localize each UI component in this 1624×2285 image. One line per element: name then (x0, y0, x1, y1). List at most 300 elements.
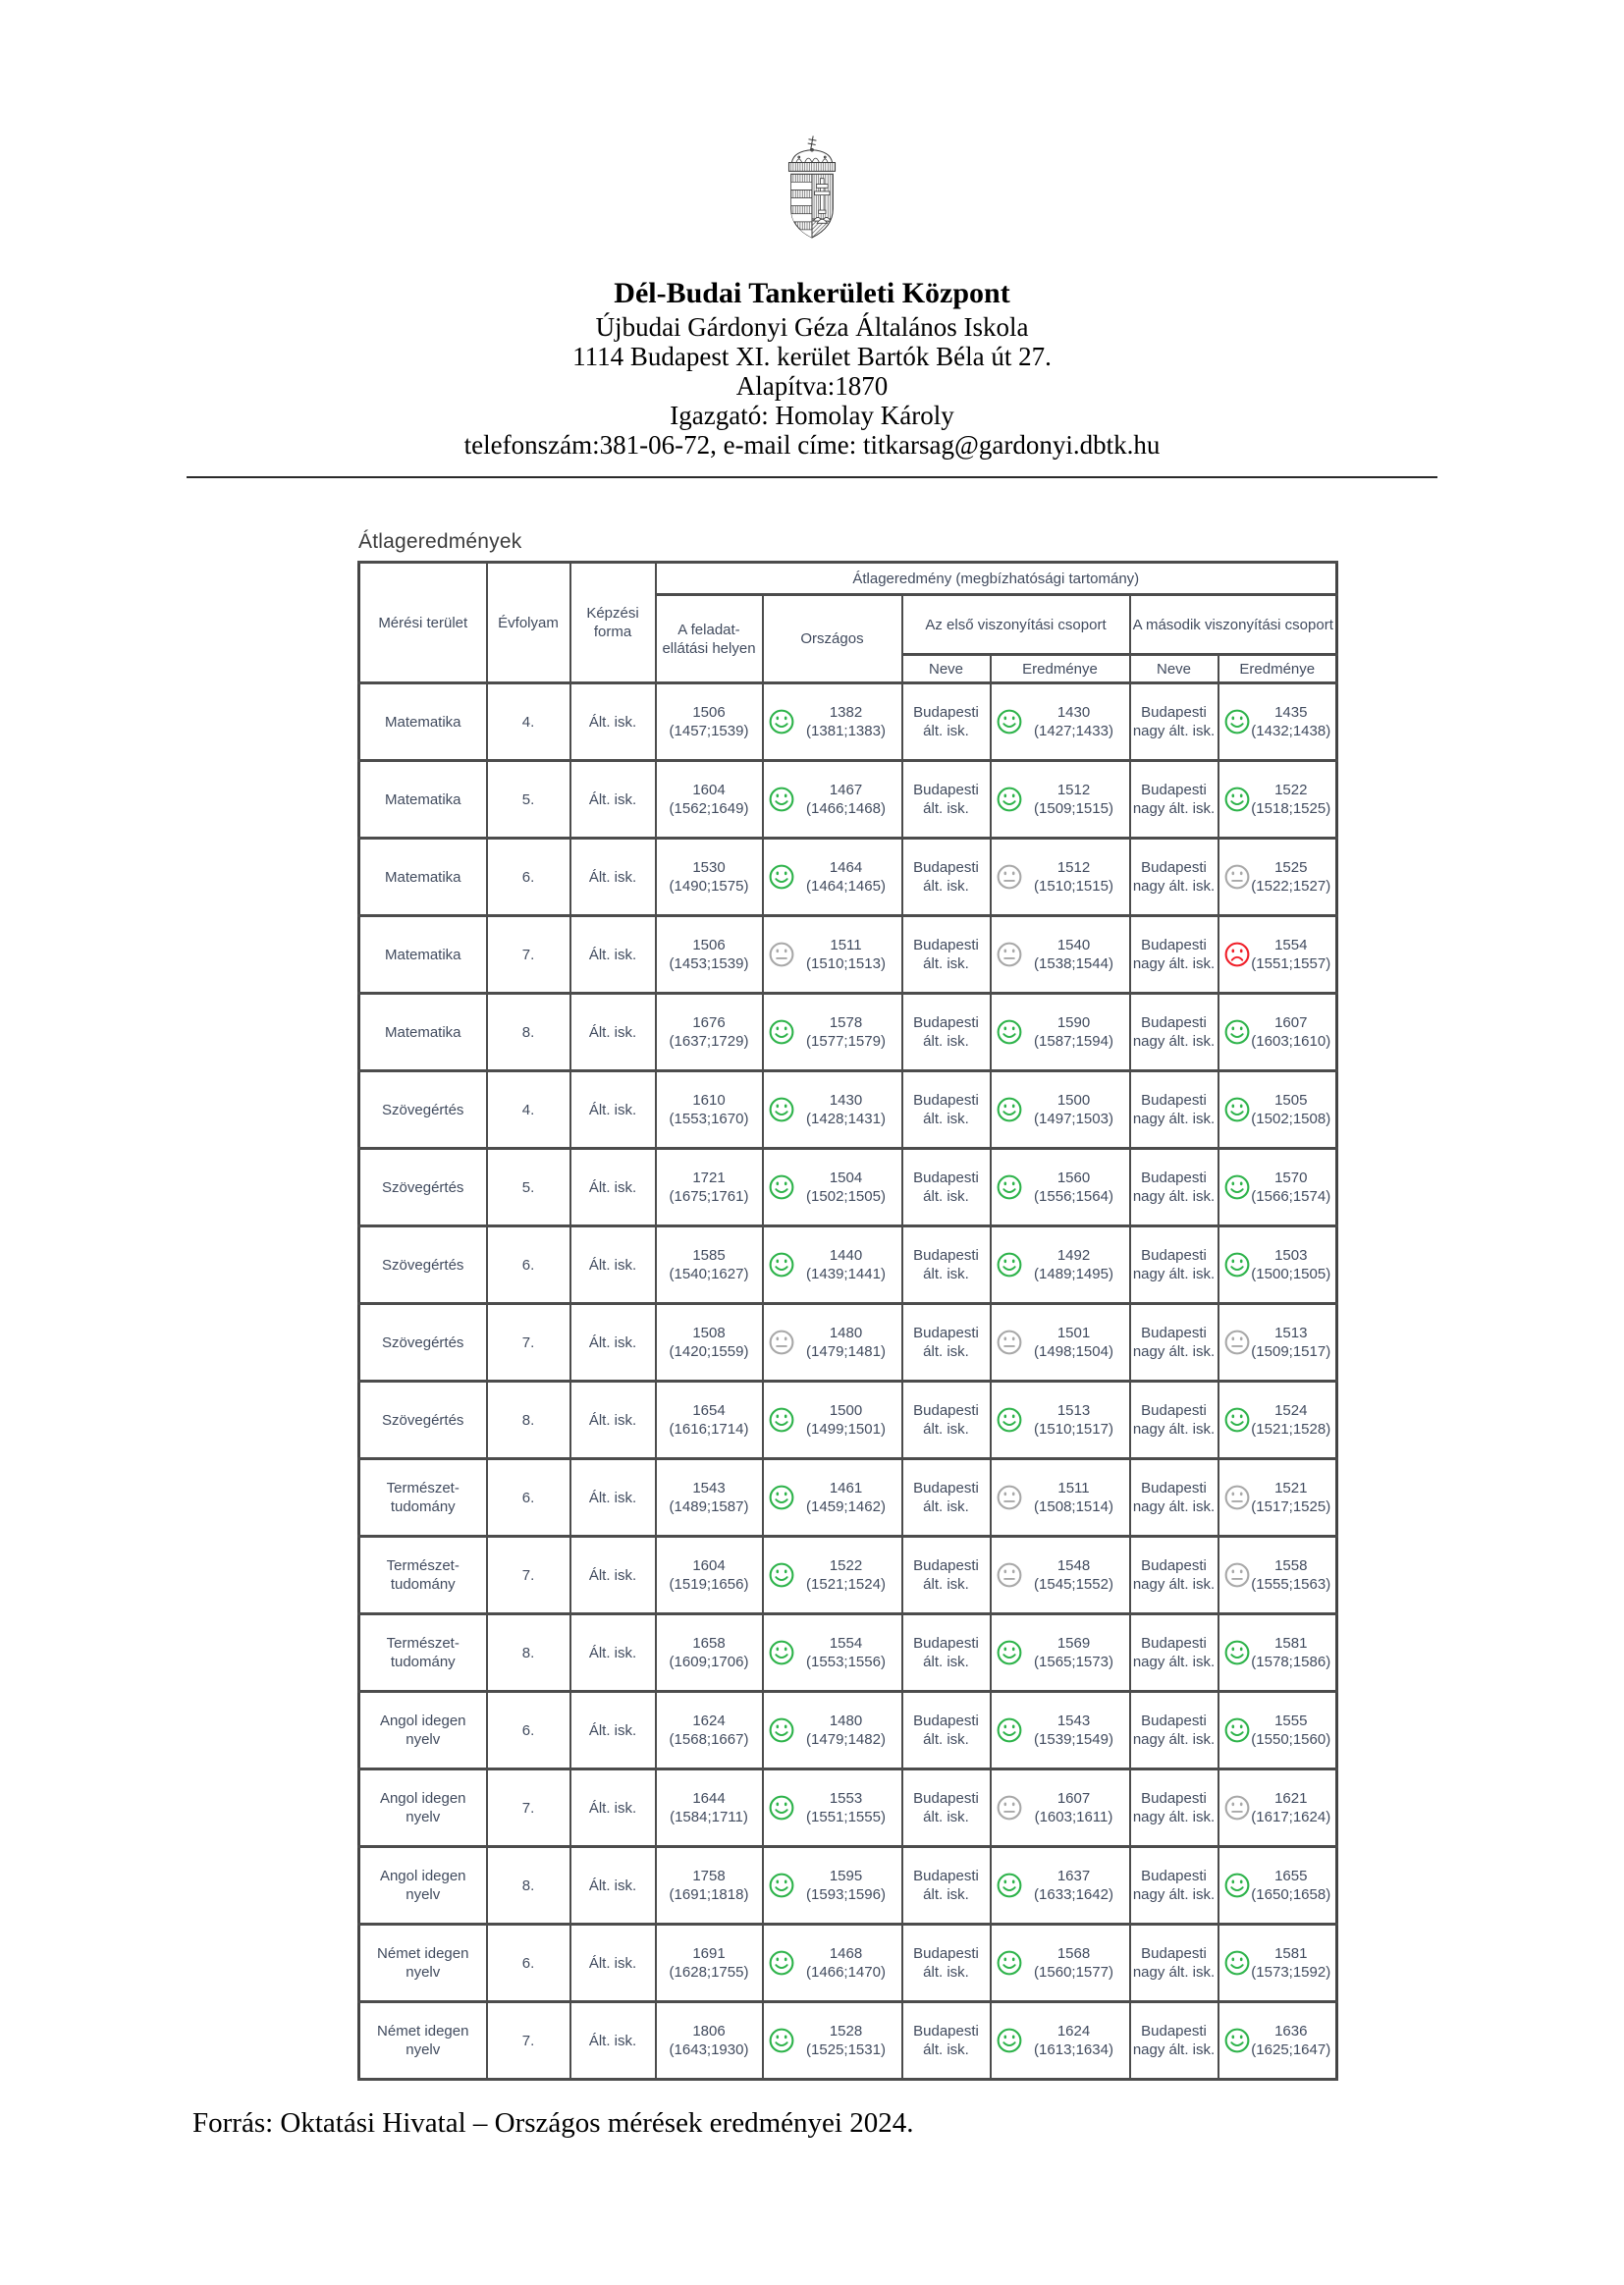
elso-csoport-range: (1545;1552) (1034, 1576, 1113, 1593)
helyi-range: (1584;1711) (670, 1809, 748, 1825)
table-row (359, 1847, 1337, 1925)
happy-face-icon (768, 1872, 795, 1899)
cell-elso-csoport-eredmenye (991, 1769, 1130, 1847)
orszagos-value: 1595 (829, 1868, 863, 1884)
meresi-terulet-value: Természet-tudomány (386, 1635, 460, 1670)
orszagos-value: 1480 (829, 1325, 863, 1341)
col-header-evfolyam: Évfolyam (487, 563, 570, 683)
masodik-csoport-range: (1500;1505) (1251, 1266, 1331, 1282)
neutral-face-icon (996, 863, 1023, 891)
cell-meresi-terulet (359, 1071, 487, 1149)
orszagos-range: (1525;1531) (806, 2041, 886, 2058)
cell-masodik-csoport-eredmenye (1218, 916, 1337, 994)
orszagos-value: 1480 (829, 1713, 863, 1729)
cell-masodik-csoport-eredmenye (1218, 1226, 1337, 1304)
col-header-orszagos: Országos (763, 595, 902, 683)
header-divider (187, 476, 1437, 478)
cell-evfolyam (487, 683, 570, 761)
elso-csoport-value: 1512 (1056, 782, 1091, 798)
cell-evfolyam (487, 916, 570, 994)
cell-meresi-terulet (359, 1304, 487, 1382)
happy-face-icon (1223, 1872, 1251, 1899)
masodik-csoport-range: (1432;1438) (1251, 723, 1331, 739)
meresi-terulet-value: Angol idegen nyelv (379, 1790, 466, 1825)
cell-elso-csoport-neve (902, 916, 991, 994)
elso-csoport-value: 1624 (1056, 2023, 1091, 2040)
elso-csoport-value: 1511 (1057, 1480, 1090, 1496)
evfolyam-value: 8. (521, 1023, 535, 1041)
neutral-face-icon (1223, 1484, 1251, 1511)
neutral-face-icon (996, 1794, 1023, 1822)
helyi-value: 1721 (692, 1170, 726, 1186)
cell-masodik-csoport-eredmenye (1218, 1769, 1337, 1847)
happy-face-icon (996, 1716, 1023, 1744)
cell-kepzesi-forma (570, 1537, 656, 1614)
col-header-atlageredmeny: Átlageredmény (megbízhatósági tartomány) (656, 563, 1337, 595)
cell-masodik-csoport-eredmenye (1218, 761, 1337, 839)
orszagos-range: (1464;1465) (806, 878, 886, 895)
table-row (359, 1459, 1337, 1537)
masodik-csoport-neve-value: Budapesti nagy ált. isk. (1132, 1014, 1216, 1050)
cell-elso-csoport-eredmenye (991, 839, 1130, 916)
elso-csoport-neve-value: Budapesti ált. isk. (913, 704, 979, 739)
cell-masodik-csoport-eredmenye (1218, 1304, 1337, 1382)
elso-csoport-value: 1492 (1056, 1247, 1091, 1264)
elso-csoport-value: 1513 (1056, 1402, 1091, 1419)
table-row (359, 839, 1337, 916)
kepzesi-forma-value: Ált. isk. (588, 2032, 637, 2049)
elso-csoport-neve-value: Budapesti ált. isk. (913, 1790, 979, 1825)
helyi-range: (1519;1656) (669, 1576, 749, 1593)
cell-elso-csoport-eredmenye (991, 2002, 1130, 2080)
cell-masodik-csoport-neve (1130, 1847, 1218, 1925)
col-header-elso-csoport: Az első viszonyítási csoport (902, 595, 1130, 655)
cell-kepzesi-forma (570, 1459, 656, 1537)
masodik-csoport-range: (1509;1517) (1251, 1343, 1331, 1360)
happy-face-icon (996, 1949, 1023, 1977)
masodik-csoport-range: (1555;1563) (1251, 1576, 1331, 1593)
col-header-meresi-terulet: Mérési terület (359, 563, 487, 683)
elso-csoport-range: (1603;1611) (1034, 1809, 1113, 1825)
helyi-value: 1758 (692, 1868, 726, 1884)
helyi-range: (1691;1818) (669, 1886, 749, 1903)
evfolyam-value: 8. (521, 1877, 535, 1894)
helyi-range: (1540;1627) (669, 1266, 749, 1282)
orszagos-range: (1553;1556) (806, 1654, 886, 1670)
cell-elso-csoport-neve (902, 1459, 991, 1537)
masodik-csoport-neve-value: Budapesti nagy ált. isk. (1132, 1480, 1216, 1515)
orszagos-value: 1578 (829, 1014, 863, 1031)
contact-line: telefonszám:381-06-72, e-mail címe: titkarsag@gardonyi.dbtk.hu (463, 430, 1161, 460)
cell-helyi-eredmeny (656, 839, 763, 916)
elso-csoport-range: (1613;1634) (1034, 2041, 1113, 2058)
meresi-terulet-value: Német idegen nyelv (377, 2023, 469, 2058)
masodik-csoport-value: 1524 (1274, 1402, 1308, 1419)
masodik-csoport-neve-value: Budapesti nagy ált. isk. (1132, 1402, 1216, 1438)
happy-face-icon (996, 1096, 1023, 1123)
masodik-csoport-neve-value: Budapesti nagy ált. isk. (1132, 2023, 1216, 2058)
helyi-value: 1654 (692, 1402, 726, 1419)
evfolyam-value: 4. (521, 1101, 535, 1118)
helyi-value: 1506 (692, 937, 726, 953)
helyi-range: (1562;1649) (669, 800, 749, 817)
masodik-csoport-value: 1513 (1274, 1325, 1308, 1341)
elso-csoport-neve-value: Budapesti ált. isk. (913, 1868, 979, 1903)
cell-elso-csoport-eredmenye (991, 1537, 1130, 1614)
helyi-range: (1553;1670) (669, 1111, 749, 1127)
cell-orszagos-eredmeny (763, 1614, 902, 1692)
evfolyam-value: 7. (521, 1566, 535, 1584)
evfolyam-value: 4. (521, 713, 535, 731)
cell-kepzesi-forma (570, 1847, 656, 1925)
kepzesi-forma-value: Ált. isk. (588, 790, 637, 808)
masodik-csoport-neve-value: Budapesti nagy ált. isk. (1132, 782, 1216, 817)
cell-helyi-eredmeny (656, 1537, 763, 1614)
kepzesi-forma-value: Ált. isk. (588, 1256, 637, 1274)
cell-meresi-terulet (359, 1459, 487, 1537)
helyi-value: 1658 (692, 1635, 726, 1652)
cell-masodik-csoport-neve (1130, 2002, 1218, 2080)
cell-elso-csoport-eredmenye (991, 1382, 1130, 1459)
elso-csoport-neve-value: Budapesti ált. isk. (913, 859, 979, 895)
masodik-csoport-range: (1518;1525) (1251, 800, 1331, 817)
evfolyam-value: 5. (521, 1178, 535, 1196)
helyi-value: 1604 (692, 782, 726, 798)
cell-kepzesi-forma (570, 1382, 656, 1459)
happy-face-icon (1223, 1639, 1251, 1666)
kepzesi-forma-value: Ált. isk. (588, 1333, 637, 1351)
cell-evfolyam (487, 994, 570, 1071)
happy-face-icon (996, 1872, 1023, 1899)
elso-csoport-neve-value: Budapesti ált. isk. (913, 1325, 979, 1360)
elso-csoport-range: (1556;1564) (1034, 1188, 1113, 1205)
happy-face-icon (768, 1251, 795, 1279)
cell-meresi-terulet (359, 1614, 487, 1692)
cell-elso-csoport-neve (902, 1692, 991, 1769)
happy-face-icon (1223, 708, 1251, 735)
elso-csoport-range: (1508;1514) (1034, 1498, 1113, 1515)
cell-orszagos-eredmeny (763, 1226, 902, 1304)
helyi-range: (1568;1667) (669, 1731, 749, 1748)
orszagos-range: (1381;1383) (806, 723, 886, 739)
masodik-csoport-range: (1603;1610) (1251, 1033, 1331, 1050)
cell-orszagos-eredmeny (763, 916, 902, 994)
masodik-csoport-neve-value: Budapesti nagy ált. isk. (1132, 1557, 1216, 1593)
happy-face-icon (1223, 1949, 1251, 1977)
orszagos-value: 1500 (829, 1402, 863, 1419)
elso-csoport-neve-value: Budapesti ált. isk. (913, 1247, 979, 1282)
elso-csoport-range: (1538;1544) (1034, 955, 1113, 972)
evfolyam-value: 7. (521, 1333, 535, 1351)
masodik-csoport-range: (1617;1624) (1251, 1809, 1331, 1825)
masodik-csoport-value: 1554 (1274, 937, 1308, 953)
letterhead (0, 277, 1624, 460)
helyi-value: 1691 (692, 1945, 726, 1962)
cell-helyi-eredmeny (656, 761, 763, 839)
cell-evfolyam (487, 1459, 570, 1537)
helyi-value: 1604 (692, 1557, 726, 1574)
cell-masodik-csoport-eredmenye (1218, 2002, 1337, 2080)
masodik-csoport-range: (1551;1557) (1251, 955, 1331, 972)
cell-helyi-eredmeny (656, 1692, 763, 1769)
col-header-masodik-neve: Neve (1130, 655, 1218, 683)
table-row (359, 1071, 1337, 1149)
cell-masodik-csoport-neve (1130, 1304, 1218, 1382)
elso-csoport-value: 1560 (1056, 1170, 1091, 1186)
cell-orszagos-eredmeny (763, 1769, 902, 1847)
elso-csoport-neve-value: Budapesti ált. isk. (913, 1480, 979, 1515)
helyi-value: 1644 (692, 1790, 726, 1807)
cell-kepzesi-forma (570, 683, 656, 761)
neutral-face-icon (1223, 1794, 1251, 1822)
sad-face-icon (1223, 941, 1251, 968)
orszagos-value: 1467 (829, 782, 863, 798)
cell-elso-csoport-eredmenye (991, 683, 1130, 761)
cell-orszagos-eredmeny (763, 1149, 902, 1226)
masodik-csoport-range: (1650;1658) (1251, 1886, 1331, 1903)
cell-masodik-csoport-neve (1130, 1382, 1218, 1459)
masodik-csoport-value: 1558 (1274, 1557, 1308, 1574)
happy-face-icon (768, 1484, 795, 1511)
cell-kepzesi-forma (570, 994, 656, 1071)
masodik-csoport-neve-value: Budapesti nagy ált. isk. (1132, 1868, 1216, 1903)
orszagos-value: 1554 (829, 1635, 863, 1652)
orszagos-value: 1522 (829, 1557, 863, 1574)
orszagos-range: (1459;1462) (806, 1498, 886, 1515)
kepzesi-forma-value: Ált. isk. (588, 1178, 637, 1196)
orszagos-range: (1577;1579) (806, 1033, 886, 1050)
helyi-value: 1585 (692, 1247, 726, 1264)
cell-elso-csoport-neve (902, 2002, 991, 2080)
elso-csoport-neve-value: Budapesti ált. isk. (913, 1635, 979, 1670)
cell-orszagos-eredmeny (763, 1071, 902, 1149)
cell-kepzesi-forma (570, 1226, 656, 1304)
masodik-csoport-neve-value: Budapesti nagy ált. isk. (1132, 1790, 1216, 1825)
cell-orszagos-eredmeny (763, 1692, 902, 1769)
table-row (359, 1925, 1337, 2002)
cell-elso-csoport-eredmenye (991, 1925, 1130, 2002)
cell-orszagos-eredmeny (763, 839, 902, 916)
neutral-face-icon (1223, 1561, 1251, 1589)
happy-face-icon (1223, 1018, 1251, 1046)
cell-meresi-terulet (359, 1769, 487, 1847)
masodik-csoport-value: 1435 (1274, 704, 1308, 721)
cell-masodik-csoport-eredmenye (1218, 1537, 1337, 1614)
evfolyam-value: 6. (521, 1721, 535, 1739)
cell-evfolyam (487, 1925, 570, 2002)
cell-meresi-terulet (359, 1692, 487, 1769)
kepzesi-forma-value: Ált. isk. (588, 1411, 637, 1429)
cell-helyi-eredmeny (656, 1149, 763, 1226)
masodik-csoport-value: 1555 (1274, 1713, 1308, 1729)
col-header-elso-eredmenye: Eredménye (991, 655, 1130, 683)
cell-helyi-eredmeny (656, 1304, 763, 1382)
kepzesi-forma-value: Ált. isk. (588, 868, 637, 886)
cell-masodik-csoport-neve (1130, 994, 1218, 1071)
neutral-face-icon (768, 941, 795, 968)
cell-elso-csoport-eredmenye (991, 1304, 1130, 1382)
evfolyam-value: 5. (521, 790, 535, 808)
meresi-terulet-value: Német idegen nyelv (377, 1945, 469, 1981)
masodik-csoport-range: (1573;1592) (1251, 1964, 1331, 1981)
masodik-csoport-neve-value: Budapesti nagy ált. isk. (1132, 937, 1216, 972)
col-header-elso-neve: Neve (902, 655, 991, 683)
orszagos-range: (1510;1513) (806, 955, 886, 972)
helyi-value: 1543 (692, 1480, 726, 1496)
happy-face-icon (768, 708, 795, 735)
cell-evfolyam (487, 1614, 570, 1692)
happy-face-icon (1223, 1716, 1251, 1744)
neutral-face-icon (996, 1561, 1023, 1589)
cell-meresi-terulet (359, 839, 487, 916)
elso-csoport-range: (1587;1594) (1034, 1033, 1113, 1050)
masodik-csoport-neve-value: Budapesti nagy ált. isk. (1132, 859, 1216, 895)
cell-elso-csoport-eredmenye (991, 916, 1130, 994)
cell-elso-csoport-neve (902, 1071, 991, 1149)
helyi-range: (1637;1729) (669, 1033, 749, 1050)
results-section (357, 530, 1338, 2081)
cell-helyi-eredmeny (656, 1459, 763, 1537)
cell-elso-csoport-eredmenye (991, 1226, 1130, 1304)
helyi-value: 1530 (692, 859, 726, 876)
orszagos-range: (1479;1481) (806, 1343, 886, 1360)
cell-masodik-csoport-neve (1130, 1149, 1218, 1226)
helyi-range: (1616;1714) (669, 1421, 749, 1438)
orszagos-range: (1551;1555) (806, 1809, 886, 1825)
cell-elso-csoport-neve (902, 1382, 991, 1459)
orszagos-range: (1428;1431) (806, 1111, 886, 1127)
helyi-range: (1628;1755) (669, 1964, 749, 1981)
elso-csoport-value: 1501 (1056, 1325, 1091, 1341)
cell-masodik-csoport-eredmenye (1218, 1149, 1337, 1226)
happy-face-icon (768, 1716, 795, 1744)
happy-face-icon (996, 1173, 1023, 1201)
cell-evfolyam (487, 1537, 570, 1614)
cell-elso-csoport-eredmenye (991, 761, 1130, 839)
cell-kepzesi-forma (570, 916, 656, 994)
happy-face-icon (1223, 786, 1251, 813)
cell-elso-csoport-neve (902, 1614, 991, 1692)
happy-face-icon (1223, 1173, 1251, 1201)
table-row (359, 1382, 1337, 1459)
cell-masodik-csoport-eredmenye (1218, 1459, 1337, 1537)
orszagos-range: (1521;1524) (806, 1576, 886, 1593)
cell-evfolyam (487, 1769, 570, 1847)
masodik-csoport-value: 1581 (1274, 1635, 1308, 1652)
elso-csoport-value: 1590 (1056, 1014, 1091, 1031)
cell-masodik-csoport-neve (1130, 1614, 1218, 1692)
cell-orszagos-eredmeny (763, 1382, 902, 1459)
masodik-csoport-value: 1607 (1274, 1014, 1308, 1031)
cell-elso-csoport-neve (902, 839, 991, 916)
cell-elso-csoport-neve (902, 1226, 991, 1304)
cell-elso-csoport-neve (902, 1304, 991, 1382)
table-row (359, 761, 1337, 839)
cell-elso-csoport-eredmenye (991, 994, 1130, 1071)
orszagos-range: (1466;1468) (806, 800, 886, 817)
meresi-terulet-value: Szövegértés (382, 1333, 464, 1351)
cell-elso-csoport-eredmenye (991, 1149, 1130, 1226)
cell-evfolyam (487, 761, 570, 839)
cell-orszagos-eredmeny (763, 2002, 902, 2080)
cell-orszagos-eredmeny (763, 761, 902, 839)
table-row (359, 1692, 1337, 1769)
cell-elso-csoport-neve (902, 1537, 991, 1614)
evfolyam-value: 8. (521, 1644, 535, 1661)
cell-meresi-terulet (359, 1847, 487, 1925)
cell-helyi-eredmeny (656, 1382, 763, 1459)
orszagos-range: (1502;1505) (806, 1188, 886, 1205)
results-table-body (359, 683, 1337, 2080)
table-row (359, 916, 1337, 994)
happy-face-icon (996, 786, 1023, 813)
happy-face-icon (996, 708, 1023, 735)
cell-kepzesi-forma (570, 1769, 656, 1847)
masodik-csoport-value: 1581 (1274, 1945, 1308, 1962)
orszagos-value: 1553 (829, 1790, 863, 1807)
elso-csoport-value: 1500 (1056, 1092, 1091, 1109)
cell-orszagos-eredmeny (763, 994, 902, 1071)
cell-masodik-csoport-eredmenye (1218, 994, 1337, 1071)
cell-elso-csoport-eredmenye (991, 1614, 1130, 1692)
cell-helyi-eredmeny (656, 1847, 763, 1925)
table-row (359, 1226, 1337, 1304)
happy-face-icon (768, 1018, 795, 1046)
elso-csoport-range: (1560;1577) (1034, 1964, 1113, 1981)
orszagos-value: 1511 (830, 937, 862, 953)
cell-kepzesi-forma (570, 761, 656, 839)
evfolyam-value: 7. (521, 1799, 535, 1817)
masodik-csoport-range: (1550;1560) (1251, 1731, 1331, 1748)
table-row (359, 1614, 1337, 1692)
meresi-terulet-value: Matematika (384, 1023, 461, 1041)
founded-line: Alapítva:1870 (735, 371, 889, 401)
cell-elso-csoport-eredmenye (991, 1459, 1130, 1537)
cell-elso-csoport-neve (902, 1769, 991, 1847)
elso-csoport-neve-value: Budapesti ált. isk. (913, 1014, 979, 1050)
neutral-face-icon (996, 1329, 1023, 1356)
masodik-csoport-value: 1636 (1274, 2023, 1308, 2040)
happy-face-icon (768, 1096, 795, 1123)
cell-elso-csoport-neve (902, 683, 991, 761)
orszagos-range: (1466;1470) (806, 1964, 886, 1981)
cell-elso-csoport-neve (902, 761, 991, 839)
cell-masodik-csoport-neve (1130, 1071, 1218, 1149)
cell-elso-csoport-neve (902, 1925, 991, 2002)
cell-masodik-csoport-neve (1130, 1769, 1218, 1847)
meresi-terulet-value: Matematika (384, 868, 461, 886)
masodik-csoport-neve-value: Budapesti nagy ált. isk. (1132, 1945, 1216, 1981)
elso-csoport-value: 1512 (1056, 859, 1091, 876)
orszagos-value: 1464 (829, 859, 863, 876)
helyi-value: 1508 (692, 1325, 726, 1341)
cell-masodik-csoport-neve (1130, 1925, 1218, 2002)
cell-meresi-terulet (359, 683, 487, 761)
helyi-range: (1420;1559) (669, 1343, 749, 1360)
elso-csoport-neve-value: Budapesti ált. isk. (913, 1945, 979, 1981)
kepzesi-forma-value: Ált. isk. (588, 1954, 637, 1972)
orszagos-value: 1504 (829, 1170, 863, 1186)
table-row (359, 1537, 1337, 1614)
col-header-masodik-csoport: A második viszonyítási csoport (1130, 595, 1337, 655)
masodik-csoport-neve-value: Budapesti nagy ált. isk. (1132, 1635, 1216, 1670)
cell-orszagos-eredmeny (763, 1304, 902, 1382)
masodik-csoport-range: (1578;1586) (1251, 1654, 1331, 1670)
cell-meresi-terulet (359, 2002, 487, 2080)
elso-csoport-neve-value: Budapesti ált. isk. (913, 782, 979, 817)
hungarian-coat-of-arms-icon (787, 134, 837, 248)
masodik-csoport-neve-value: Budapesti nagy ált. isk. (1132, 704, 1216, 739)
